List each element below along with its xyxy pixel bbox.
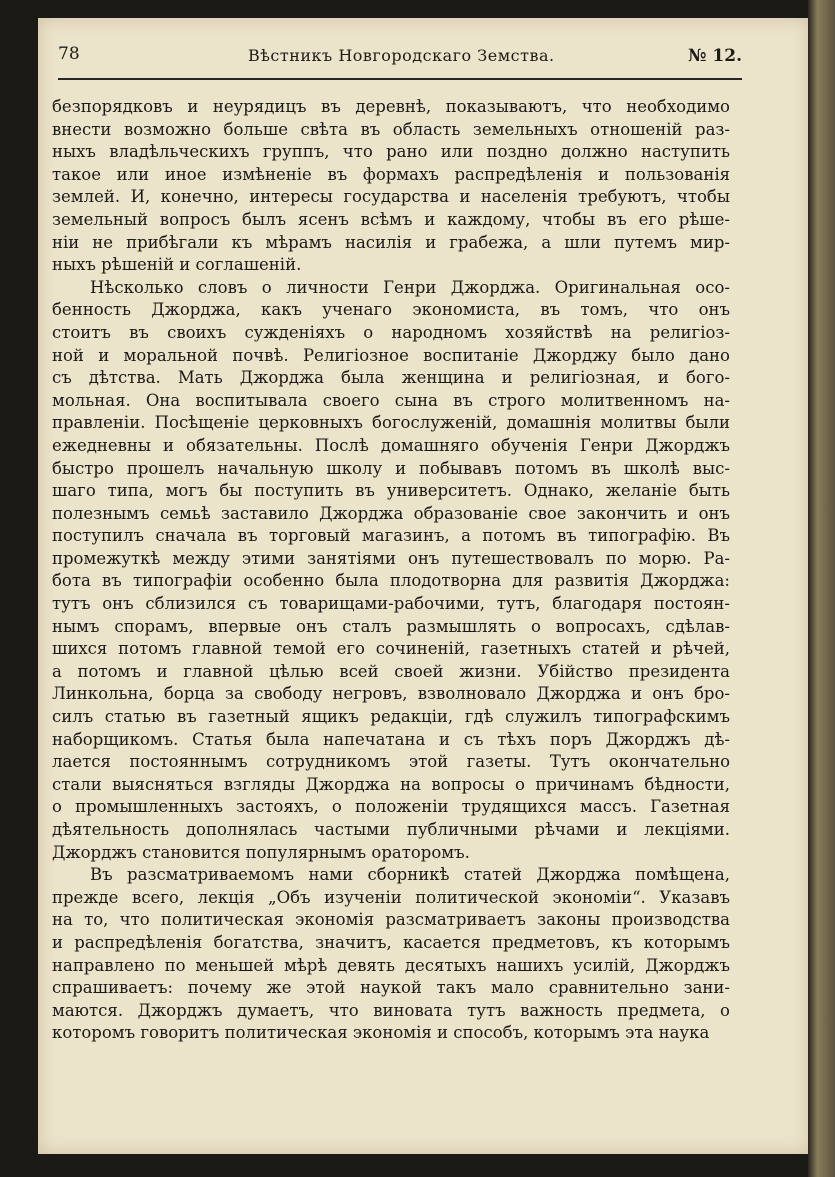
page-edge — [808, 0, 835, 1177]
text-line: стоитъ въ своихъ сужденіяхъ о народномъ хозяйствѣ на религіоз- — [52, 322, 730, 342]
running-header — [58, 44, 742, 78]
text-line: бота въ типографіи особенно была плодотворна для развитія Джорджа: — [52, 571, 730, 591]
issue-number: № 12. — [688, 46, 742, 66]
text-line: поступилъ сначала въ торговый магазинъ, а потомъ въ типографію. Въ — [52, 526, 730, 546]
journal-title: Вѣстникъ Новгородскаго Земства. — [248, 46, 555, 65]
text-line: ныхъ рѣшеній и соглашеній. — [52, 255, 302, 275]
text-line: землей. И, конечно, интересы государства и населенія требуютъ, чтобы — [52, 187, 730, 207]
text-line: на то, что политическая экономія разсматриваетъ законы производства — [52, 910, 730, 930]
text-line: ніи не прибѣгали къ мѣрамъ насилія и грабежа, а шли путемъ мир- — [52, 232, 730, 252]
text-line: земельный вопросъ былъ ясенъ всѣмъ и каждому, чтобы въ его рѣше- — [52, 209, 730, 229]
text-line: полезнымъ семьѣ заставило Джорджа образованіе свое закончить и онъ — [52, 503, 730, 523]
text-line: маются. Джорджъ думаетъ, что виновата тутъ важность предмета, о — [52, 1000, 730, 1020]
text-line: ежедневны и обязательны. Послѣ домашняго обученія Генри Джорджъ — [52, 435, 730, 455]
text-line: лается постояннымъ сотрудникомъ этой газеты. Тутъ окончательно — [52, 752, 730, 772]
header-rule — [58, 78, 742, 80]
text-line: силъ статью въ газетный ящикъ редакціи, гдѣ служилъ типографскимъ — [52, 707, 730, 727]
text-line: Нѣсколько словъ о личности Генри Джорджа. Оригинальная осо- — [90, 277, 730, 297]
text-line: наборщикомъ. Статья была напечатана и съ тѣхъ поръ Джорджъ дѣ- — [52, 729, 730, 749]
text-line: Линкольна, борца за свободу негровъ, взволновало Джорджа и онъ бро- — [52, 684, 730, 704]
text-line: промежуткѣ между этими занятіями онъ путешествовалъ по морю. Ра- — [52, 548, 730, 568]
text-line: а потомъ и главной цѣлью всей своей жизни. Убійство президента — [52, 661, 730, 681]
text-line: нымъ спорамъ, впервые онъ сталъ размышлять о вопросахъ, сдѣлав- — [52, 616, 730, 636]
page-number: 78 — [58, 44, 80, 64]
text-line: прежде всего, лекція „Объ изученіи политической экономіи“. Указавъ — [52, 887, 730, 907]
text-line: Въ разсматриваемомъ нами сборникѣ статей Джорджа помѣщена, — [90, 865, 730, 885]
text-line: тутъ онъ сблизился съ товарищами-рабочими, тутъ, благодаря постоян- — [52, 594, 730, 614]
text-line: направлено по меньшей мѣрѣ девять десятыхъ нашихъ усилій, Джорджъ — [52, 955, 730, 975]
text-line: ныхъ владѣльческихъ группъ, что рано или поздно должно наступить — [52, 142, 730, 162]
text-line: внести возможно больше свѣта въ область земельныхъ отношеній раз- — [52, 119, 730, 139]
paragraph — [52, 277, 730, 864]
text-line: дѣятельность дополнялась частыми публичными рѣчами и лекціями. — [52, 820, 730, 839]
text-line: шаго типа, могъ бы поступить въ университетъ. Однако, желаніе быть — [52, 481, 730, 501]
text-line: Джорджъ становится популярнымъ ораторомъ. — [52, 842, 470, 862]
text-line: и распредѣленія богатства, значитъ, касается предметовъ, къ которымъ — [52, 932, 730, 952]
text-line: такое или иное измѣненіе въ формахъ распредѣленія и пользованія — [52, 164, 730, 184]
text-line: ной и моральной почвѣ. Религіозное воспитаніе Джорджу было дано — [52, 345, 730, 365]
text-line: спрашиваетъ: почему же этой наукой такъ мало сравнительно зани- — [52, 978, 730, 998]
text-line: мольная. Она воспитывала своего сына въ строго молитвенномъ на- — [52, 390, 730, 410]
text-line: о промышленныхъ застояхъ, о положеніи трудящихся массъ. Газетная — [52, 797, 730, 817]
text-line: быстро прошелъ начальную школу и побывавъ потомъ въ школѣ выс- — [52, 458, 730, 478]
paragraph — [52, 96, 730, 277]
text-line: съ дѣтства. Мать Джорджа была женщина и религіозная, и бого- — [52, 368, 730, 388]
text-line: которомъ говоритъ политическая экономія и способъ, которымъ эта наука — [52, 1023, 710, 1043]
article-body — [52, 96, 730, 1045]
text-line: правленіи. Посѣщеніе церковныхъ богослуженій, домашнія молитвы были — [52, 413, 730, 433]
text-line: безпорядковъ и неурядицъ въ деревнѣ, показываютъ, что необходимо — [52, 97, 730, 116]
text-line: шихся потомъ главной темой его сочиненій, газетныхъ статей и рѣчей, — [52, 639, 730, 659]
text-line: бенность Джорджа, какъ ученаго экономиста, въ томъ, что онъ — [52, 300, 730, 320]
paragraph — [52, 864, 730, 1045]
text-line: стали выясняться взгляды Джорджа на вопросы о причинамъ бѣдности, — [52, 774, 730, 794]
